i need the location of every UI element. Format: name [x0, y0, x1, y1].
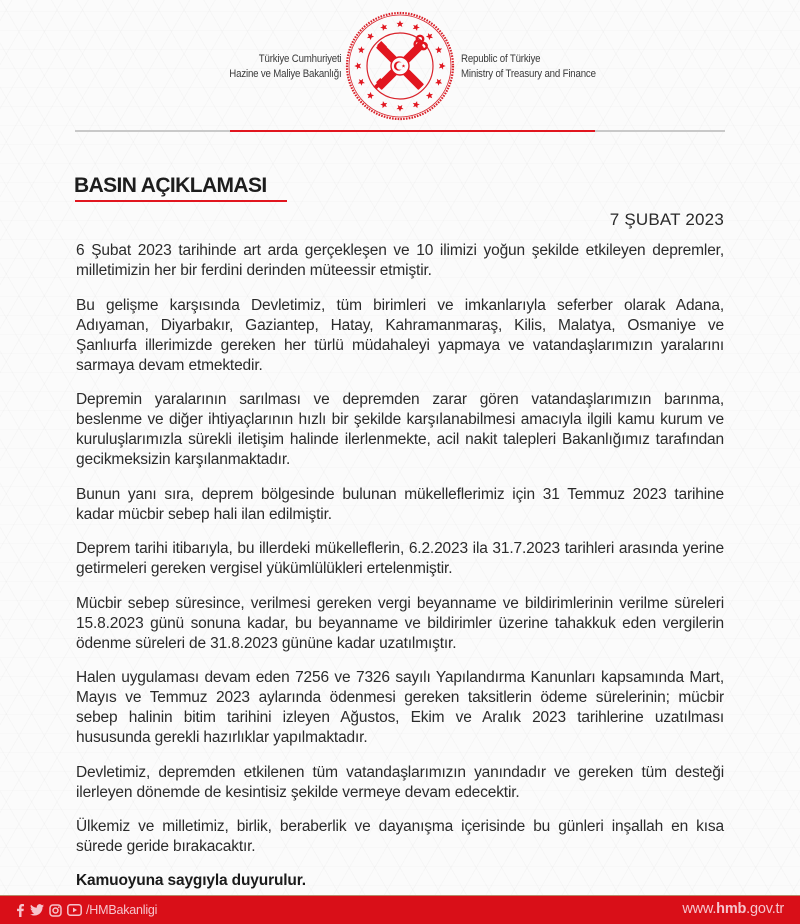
ministry-en-line-1: Republic of Türkiye [461, 53, 541, 65]
paragraph-5: Deprem tarihi itibarıyla, bu illerdeki mükelleflerin, 6.2.2023 ila 31.7.2023 tarihleri arasında yerine getirmeleri gereken vergisel yükümlülükleri ertelenmiştir. [76, 540, 724, 577]
paragraph-8: Devletimiz, depremden etkilenen tüm vatandaşlarımızın yanındadır ve gereken tüm desteği ilerleyen dönemde de kesintisiz şekilde vermeye devam edecektir. [76, 763, 724, 801]
document-title: BASIN AÇIKLAMASI [74, 174, 267, 197]
youtube-icon[interactable] [66, 903, 82, 917]
closing-statement: Kamuoyuna saygıyla duyurulur. [76, 871, 306, 889]
title-underline [75, 200, 287, 202]
facebook-icon[interactable] [14, 903, 26, 917]
paragraph-7: Halen uygulaması devam eden 7256 ve 7326 sayılı Yapılandırma Kanunları kapsamında Mart, Mayıs ve Temmuz 2023 aylarında ödenmesi gereken taksitlerin ödeme sürelerinin; mücbir sebep halinin bitim tarihini izleyen Ağustos, Ekim ve Aralık 2023 tarihlerine uzatılması hususunda gerekli hazırlıklar yapılmaktadır. [76, 669, 724, 746]
paragraph-9: Ülkemiz ve milletimiz, birlik, beraberlik ve dayanışma içerisinde bu günleri inşallah en kısa sürede geride bırakacaktır. [76, 818, 724, 855]
ministry-name-english [461, 52, 596, 82]
website-domain: hmb [716, 901, 747, 917]
document-date: 7 ŞUBAT 2023 [609, 210, 724, 229]
instagram-icon[interactable] [48, 903, 62, 917]
header-divider-accent [230, 130, 595, 132]
footer-bar [0, 895, 800, 924]
ministry-tr-line-2: Hazine ve Maliye Bakanlığı [228, 68, 341, 80]
paragraph-3: Depremin yaralarının sarılması ve depremden zarar gören vatandaşlarımızın barınma, beslenme ve diğer ihtiyaçlarının hızlı bir şekilde karşılanabilmesi amacıyla ilgili kamu kurum ve kuruluşlarımızla sürekli iletişim halinde ilerlenmekte, acil nakit talepleri Bakanlığımız tarafından gecikmeksizin karşılanmaktadır. [76, 391, 724, 468]
ministry-emblem-icon [344, 10, 456, 122]
ministry-name-turkish [229, 52, 341, 82]
twitter-icon[interactable] [30, 903, 44, 917]
press-release-body [76, 241, 724, 905]
website-suffix: .gov.tr [746, 901, 784, 917]
ministry-tr-line-1: Türkiye Cumhuriyeti [258, 53, 341, 65]
social-handle[interactable]: /HMBakanligi [86, 903, 158, 917]
ministry-en-line-2: Ministry of Treasury and Finance [461, 68, 596, 80]
paragraph-6: Mücbir sebep süresince, verilmesi gereken vergi beyanname ve bildirimlerinin verilme süreleri 15.8.2023 günü sonuna kadar, bu beyanname ve bildirimler üzerine tahakkuk eden vergilerin ödenme süreleri de 31.8.2023 gününe kadar uzatılmıştır. [76, 594, 724, 652]
website-link[interactable] [682, 901, 784, 917]
paragraph-2: Bu gelişme karşısında Devletimiz, tüm birimleri ve imkanlarıyla seferber olarak Adana, Adıyaman, Diyarbakır, Gaziantep, Hatay, Kahramanmaraş, Kilis, Malatya, Osmaniye ve Şanlıurfa illerimizde gereken her türlü müdahaleyi yapmaya ve vatandaşlarımızın yaralarını sarmaya devam etmektedir. [76, 296, 724, 374]
letterhead [0, 0, 800, 140]
paragraph-1: 6 Şubat 2023 tarihinde art arda gerçekleşen ve 10 ilimizi yoğun şekilde etkileyen depremler, milletimizin her bir ferdini derinden müteessir etmiştir. [76, 242, 724, 279]
social-links [14, 902, 157, 918]
website-prefix: www. [682, 901, 717, 917]
paragraph-4: Bunun yanı sıra, deprem bölgesinde bulunan mükelleflerimiz için 31 Temmuz 2023 tarihine kadar mücbir sebep hali ilan edilmiştir. [76, 485, 724, 523]
